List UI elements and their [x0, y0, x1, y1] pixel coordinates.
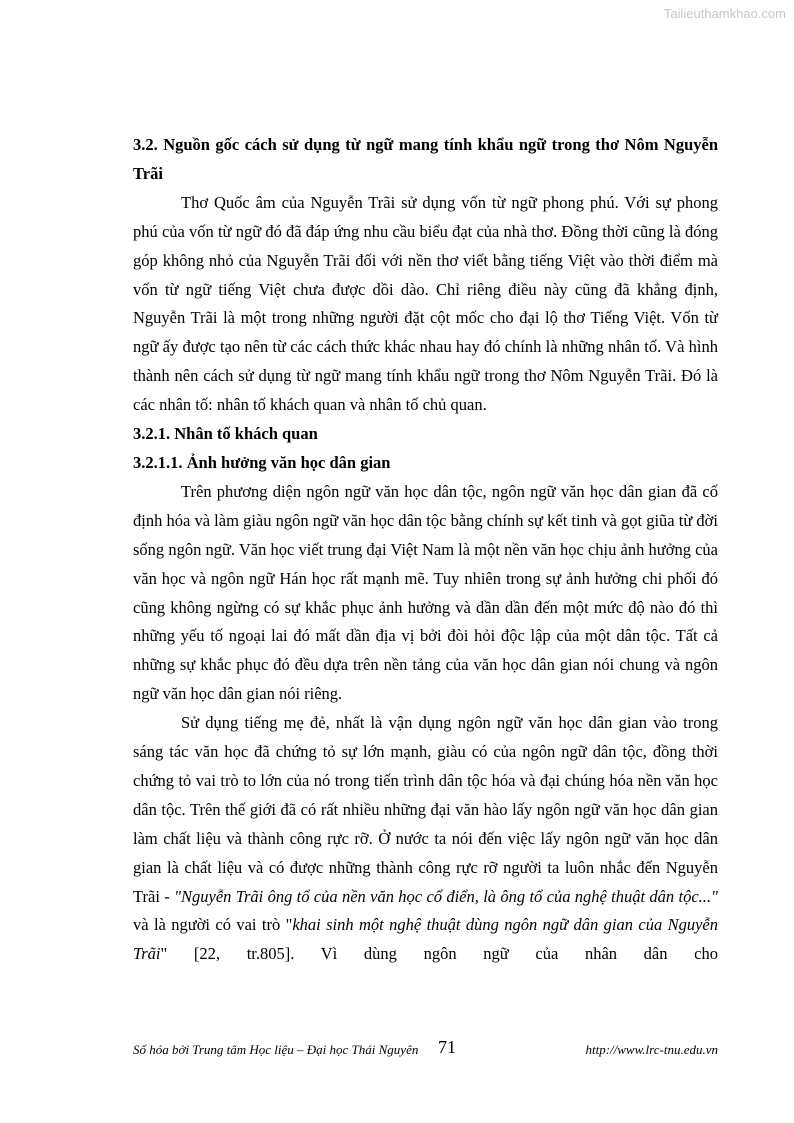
subheading-anh-huong-van-hoc-dan-gian: 3.2.1.1. Ảnh hưởng văn học dân gian: [133, 452, 391, 472]
paragraph-3: [133, 709, 718, 969]
footer-source: Số hóa bởi Trung tâm Học liệu – Đại học Thái Nguyên: [133, 1042, 419, 1057]
paragraph-2: Trên phương diện ngôn ngữ văn học dân tộc, ngôn ngữ văn học dân gian đã cố định hóa và làm giàu ngôn ngữ văn học dân tộc bằng chính sự kết tinh và gọt giũa từ đời sống ngôn ngữ. Văn học viết trung đại Việt Nam là một nền văn học chịu ảnh hưởng của văn học và ngôn ngữ Hán học rất mạnh mẽ. Tuy nhiên trong sự ảnh hưởng chi phối đó cũng không ngừng có sự khắc phục ảnh hưởng và dần dần đến một mức độ nào đó thì những yếu tố ngoại lai đó mất dần địa vị bởi đòi hỏi độc lập của một dân tộc. Tất cả những sự khắc phục đó đều dựa trên nền tảng của văn học dân gian nói chung và ngôn ngữ văn học dân gian nói riêng.: [133, 481, 718, 704]
watermark-text: Tailieuthamkhao.com: [663, 6, 786, 21]
footer-url: http://www.lrc-tnu.edu.vn: [585, 1042, 718, 1057]
paragraph-3-text-1: Sử dụng tiếng mẹ đẻ, nhất là vận dụng ngôn ngữ văn học dân gian vào trong sáng tác văn học đã chứng tỏ sự lớn mạnh, giàu có của ngôn ngữ dân tộc, đồng thời chứng tỏ vai trò to lớn của nó trong tiến trình dân tộc hóa và đại chúng hóa nền văn học dân tộc. Trên thế giới đã có rất nhiều những đại văn hào lấy ngôn ngữ văn học dân gian làm chất liệu và thành công rực rỡ. Ở nước ta nói đến việc lấy ngôn ngữ văn học dân gian là chất liệu và có được những thành công rực rỡ người ta luôn nhắc đến Nguyễn Trãi -: [133, 713, 718, 906]
paragraph-3-quote-2: khai sinh một nghệ thuật dùng ngôn ngữ dân gian của Nguyễn Trãi: [133, 915, 718, 964]
paragraph-3-text-2: và là người có vai trò ": [133, 915, 293, 935]
page-body: [133, 131, 718, 969]
page-footer: [133, 1037, 718, 1067]
paragraph-3-quote-1: "Nguyễn Trãi ông tổ của nền văn học cổ điển, là ông tổ của nghệ thuật dân tộc...": [174, 886, 718, 906]
subheading-nhan-to-khach-quan: 3.2.1. Nhân tố khách quan: [133, 424, 318, 444]
page-number: 71: [438, 1037, 456, 1057]
section-heading: 3.2. Nguồn gốc cách sử dụng từ ngữ mang tính khẩu ngữ trong thơ Nôm Nguyễn Trãi: [133, 135, 718, 183]
paragraph-3-text-3: " [22, tr.805]. Vì dùng ngôn ngữ của nhân dân cho: [160, 944, 718, 964]
paragraph-1: Thơ Quốc âm của Nguyễn Trãi sử dụng vốn từ ngữ phong phú. Với sự phong phú của vốn từ ngữ đó đã đáp ứng nhu cầu biểu đạt của nhà thơ. Đồng thời cũng là đóng góp không nhỏ của Nguyễn Trãi đối với nền thơ viết bằng tiếng Việt vào thời điểm mà vốn từ ngữ tiếng Việt chưa được dồi dào. Chỉ riêng điều này cũng đã khẳng định, Nguyễn Trãi là một trong những người đặt cột mốc cho đại lộ thơ Tiếng Việt. Vốn từ ngữ ấy được tạo nên từ các cách thức khác nhau hay đó chính là những nhân tố. Và hình thành nên cách sử dụng từ ngữ mang tính khẩu ngữ trong thơ Nôm Nguyễn Trãi. Đó là các nhân tố: nhân tố khách quan và nhân tố chủ quan.: [133, 192, 718, 415]
